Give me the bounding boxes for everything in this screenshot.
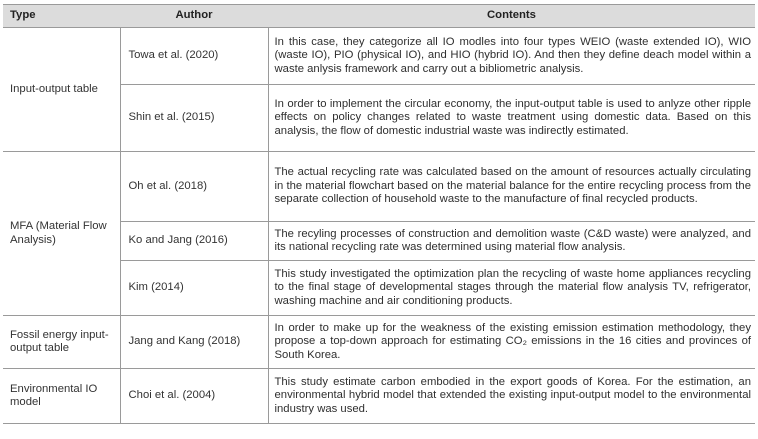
contents-cell: The recyling processes of construction and demolition waste (C&D waste) were analyzed, and its national recycling rate was determined using material flow analysis. [268, 222, 755, 261]
contents-column-header: Contents [268, 5, 755, 28]
type-column-header: Type [3, 5, 120, 28]
contents-cell: This study estimate carbon embodied in the export goods of Korea. For the estimation, an environmental hybrid model that extended the existing input-output model to the environmental industry was used. [268, 369, 755, 424]
literature-table [3, 4, 755, 424]
author-cell: Kim (2014) [120, 261, 268, 316]
table-row [3, 152, 755, 222]
type-cell: Input-output table [3, 28, 120, 152]
contents-cell: This study investigated the optimization plan the recycling of waste home appliances recycling to the final stage of developmental stages through the material flow analysis TV, refrigerator, washing machine and air conditioning products. [268, 261, 755, 316]
table-row [3, 369, 755, 424]
author-cell: Jang and Kang (2018) [120, 316, 268, 369]
table-row [3, 28, 755, 85]
author-cell: Ko and Jang (2016) [120, 222, 268, 261]
author-cell: Towa et al. (2020) [120, 28, 268, 85]
author-cell: Shin et al. (2015) [120, 85, 268, 152]
contents-cell: In order to make up for the weakness of the existing emission estimation methodology, they propose a top-down approach for estimating CO₂ emissions in the 16 cities and provinces of South Korea. [268, 316, 755, 369]
type-cell: Environmental IO model [3, 369, 120, 424]
type-cell: MFA (Material Flow Analysis) [3, 152, 120, 316]
author-cell: Choi et al. (2004) [120, 369, 268, 424]
table-row [3, 316, 755, 369]
table-header-row [3, 5, 755, 28]
author-cell: Oh et al. (2018) [120, 152, 268, 222]
contents-cell: The actual recycling rate was calculated based on the amount of resources actually circulating in the material flowchart based on the material balance for the entire recycling process from the separate collection of household waste to the manufacture of final recycled products. [268, 152, 755, 222]
type-cell: Fossil energy input-output table [3, 316, 120, 369]
contents-cell: In this case, they categorize all IO modles into four types WEIO (waste extended IO), WIO (waste IO), PIO (physical IO), and HIO (hybrid IO). And then they define deach model within a waste anlysis framework and carry out a bibliometric analysis. [268, 28, 755, 85]
author-column-header: Author [120, 5, 268, 28]
contents-cell: In order to implement the circular economy, the input-output table is used to anlyze other ripple effects on policy changes related to waste treatment using domestic data. Based on this analysis, the flow of domestic industrial waste was indirectly estimated. [268, 85, 755, 152]
